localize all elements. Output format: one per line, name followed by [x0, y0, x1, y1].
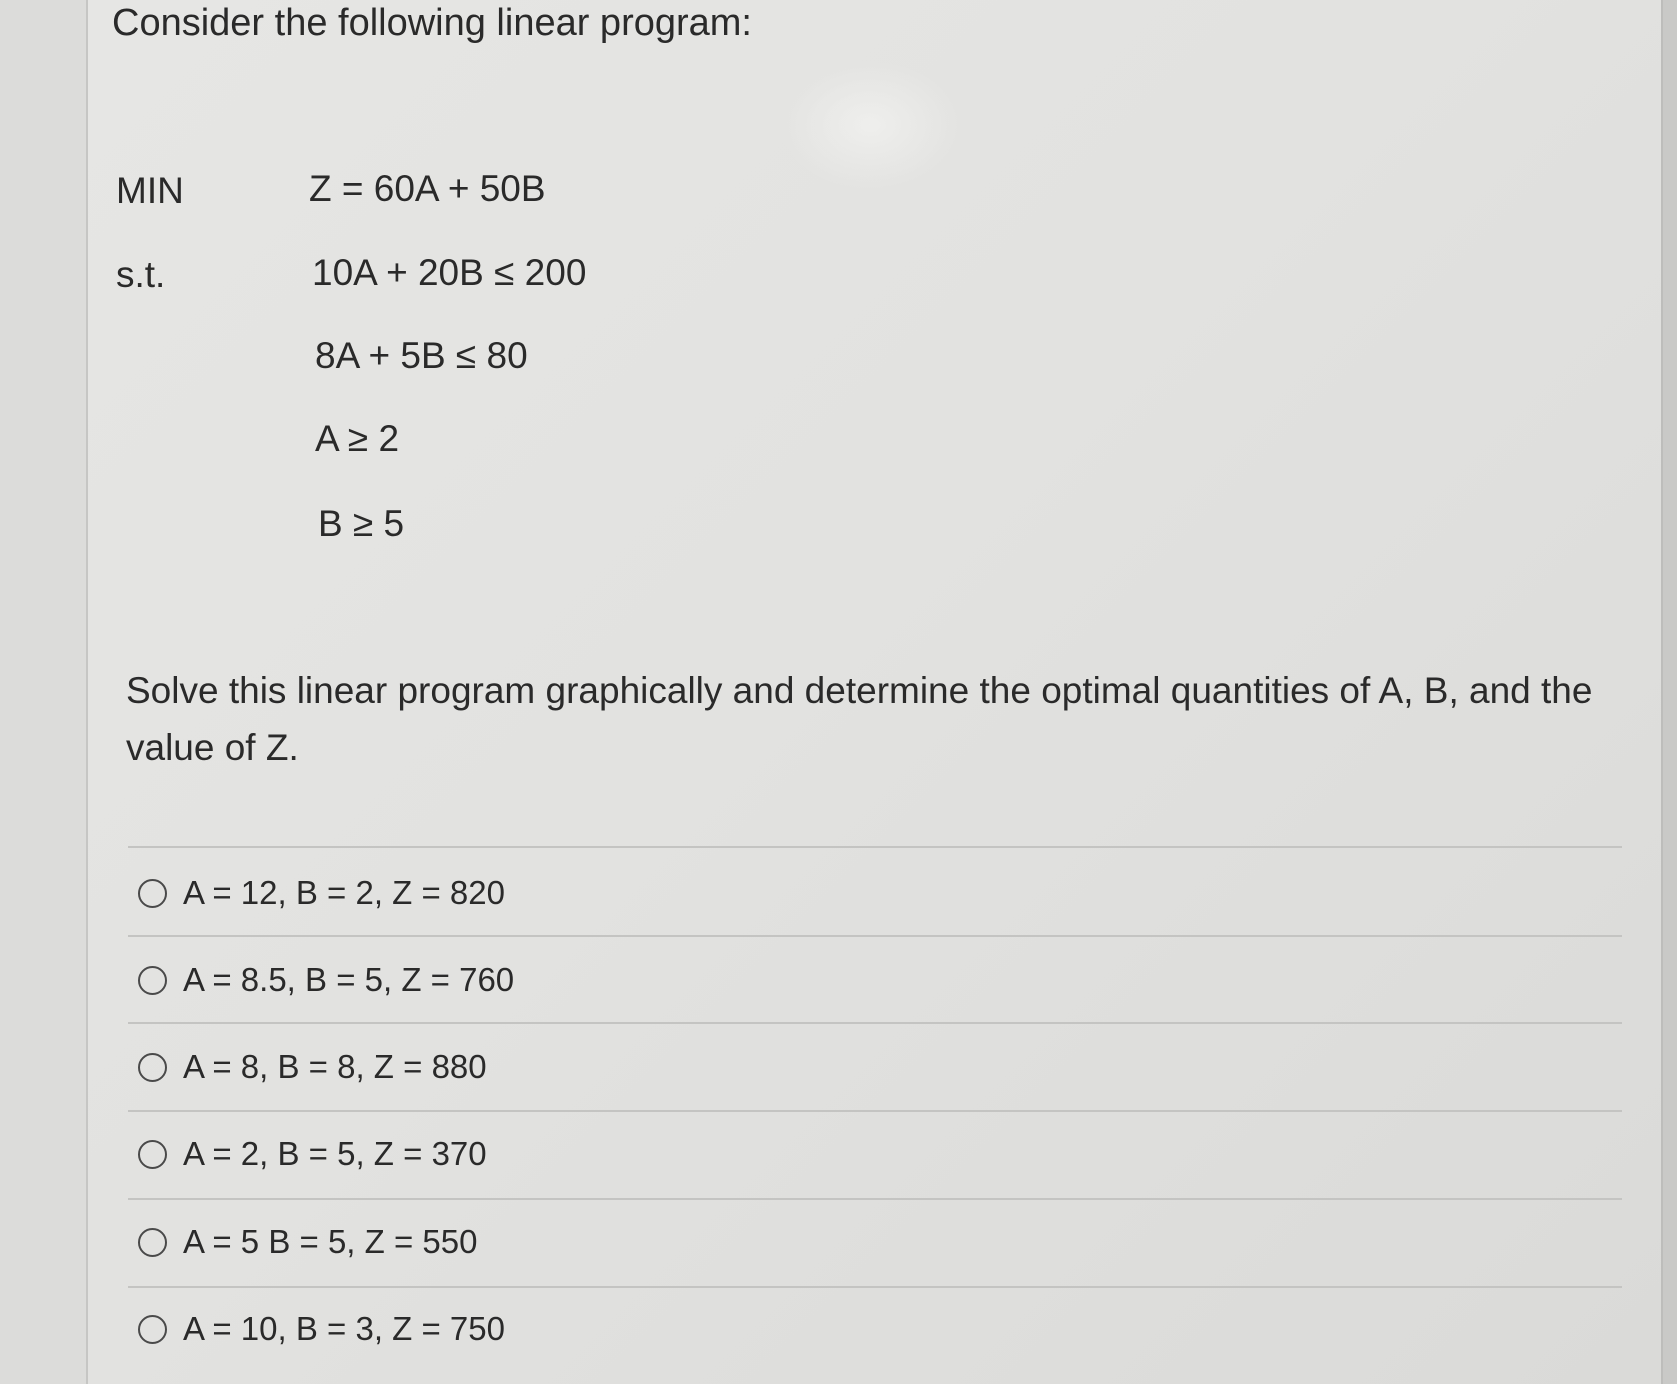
answer-option-5[interactable]: [138, 1223, 477, 1261]
divider: [128, 1198, 1622, 1200]
option-label: A = 5 B = 5, Z = 550: [183, 1223, 478, 1260]
objective-label: MIN: [116, 170, 184, 211]
right-edge: [1661, 0, 1677, 1384]
answer-option-1[interactable]: [138, 874, 505, 912]
option-label: A = 8, B = 8, Z = 880: [183, 1048, 487, 1085]
option-label: A = 10, B = 3, Z = 750: [183, 1310, 505, 1347]
constraint-1: 10A + 20B ≤ 200: [312, 252, 587, 293]
constraint-2: 8A + 5B ≤ 80: [315, 335, 528, 376]
objective-function: Z = 60A + 50B: [309, 168, 546, 209]
answer-option-2[interactable]: [138, 961, 514, 999]
radio-button[interactable]: [138, 1140, 167, 1169]
screen-glare: [780, 60, 960, 190]
question-heading: Consider the following linear program:: [112, 2, 752, 44]
answer-option-3[interactable]: [138, 1048, 487, 1086]
divider: [128, 935, 1622, 937]
constraint-3: A ≥ 2: [315, 418, 400, 459]
left-margin: [0, 0, 88, 1384]
constraint-4: B ≥ 5: [318, 503, 405, 544]
answer-option-6[interactable]: [138, 1310, 505, 1348]
constraints-label: s.t.: [116, 254, 166, 295]
divider: [128, 846, 1622, 848]
divider: [128, 1286, 1622, 1288]
radio-button[interactable]: [138, 879, 167, 908]
divider: [128, 1022, 1622, 1024]
radio-button[interactable]: [138, 1315, 167, 1344]
option-label: A = 8.5, B = 5, Z = 760: [183, 961, 515, 998]
option-label: A = 12, B = 2, Z = 820: [183, 874, 505, 911]
option-label: A = 2, B = 5, Z = 370: [183, 1135, 487, 1172]
question-prompt: Solve this linear program graphically and determine the optimal quantities of A, B, and the value of Z.: [126, 670, 1593, 768]
answer-option-4[interactable]: [138, 1135, 487, 1173]
radio-button[interactable]: [138, 966, 167, 995]
radio-button[interactable]: [138, 1053, 167, 1082]
radio-button[interactable]: [138, 1228, 167, 1257]
divider: [128, 1110, 1622, 1112]
